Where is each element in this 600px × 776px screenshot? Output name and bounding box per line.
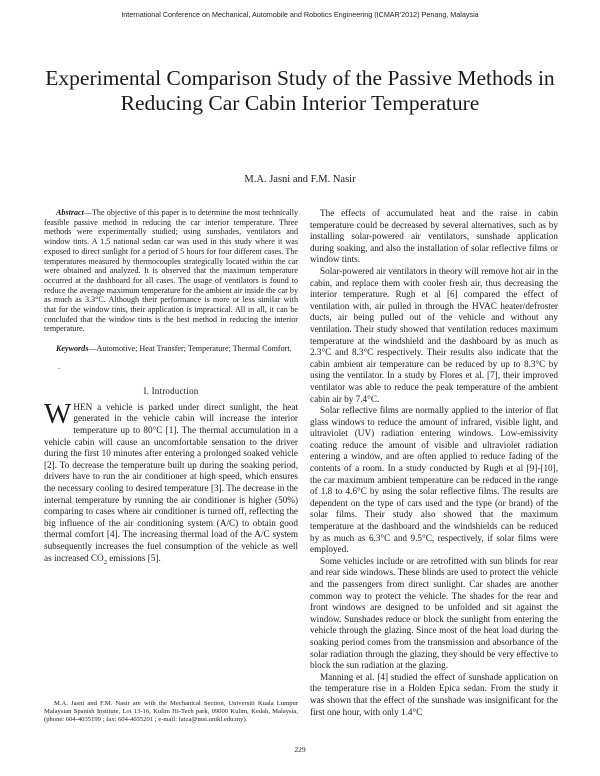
keywords-text: —Automotive; Heat Transfer; Temperature; Thermal Comfort. — [88, 344, 292, 354]
keywords-label: Keywords — [56, 344, 89, 354]
right-paragraph: Manning et al. [4] studied the effect of sunshade application on the temperature rise in a Holden Epica sedan. From the study it was shown that the effect of the sunshade was insignificant for the first one hour, with only 1.4°C — [310, 671, 558, 717]
abstract-text: —The objective of this paper is to determine the most technically feasible passive method in reducing the car interior temperature. Three methods were experimentally studied; using sunshades, ventilators and window tints. A 1.5 national sedan car was used in this study where it was exposed to direct sunlight for a period of 5 hours for four different cases. The temperatures measured by thermocouples strategically located within the car were obtained and analyzed. It is observed that the maximum temperature occurred at the dashboard for all cases. The usage of ventilators is found to reduce the average maximum temperature for the ambient air inside the car by as much as 3.3°C. Although their performance is more or less similar with that for the window tints, their application is impractical. All in all, it can be concluded that the window tints is the best method in reducing the interior temperature. — [44, 208, 298, 334]
right-paragraph: Solar reflective films are normally applied to the interior of flat glass windows to reduce the amount of infrared, visible light, and ultraviolet (UV) radiation entering windows. Low-emissivity coating reduce the amount of visible and ultraviolet radiation entering a window, and are often applied to reduce fading of the contents of a room. In a study conducted by Rugh et al [9]-[10], the car maximum ambient temperature can be reduced in the range of 1.8 to 4.6°C by using the solar reflective films. The results are dependent on the type of cars used and the type (or brand) of the solar films. Their study also showed that the maximum temperature at the dashboard and the windshields can be reduced by as much as 6.3°C and 9.5°C, respectively, if solar films were employed. — [310, 405, 558, 555]
intro-paragraph — [44, 397, 298, 566]
paper-title: Experimental Comparison Study of the Passive Methods in Reducing Car Cabin Interior Temperature — [45, 66, 555, 115]
right-paragraph: Solar-powered air ventilators in theory will remove hot air in the cabin, and replace them with cooler fresh air, thus decreasing the interior temperature. Rugh et al [6] compared the effect of ventilation with, air pulled in through the HVAC heater/defroster ducts, air being pulled out of the vehicle and without any ventilation. Their study showed that ventilation reduces maximum temperature at the windshield and the dashboard by as much as 2.3°C and 8.3°C respectively. Their results also indicate that the cabin ambient air temperature can be reduced by up to 8.3°C by using the ventilator. In a study by Flores et al. [7], their improved ventilator was able to reduce the peak temperature of the ambient cabin air by 7.4°C. — [310, 265, 558, 404]
intro-text-b: emissions [5]. — [106, 552, 161, 563]
left-column — [44, 208, 298, 564]
page-number: 229 — [294, 745, 306, 754]
author-footnote: M.A. Jasni and F.M. Nasir are with the Mechanical Section, Universiti Kuala Lumpur Malaysian Spanish Institute, Lot 13-16, Kulim Hi-Tech park, 09000 Kulim, Kedah, Malaysia, (phone: 604-4035199 ; fax: 604-4035201 ; e-mail: faiza@msi.unikl.edu.my). — [44, 700, 298, 724]
running-head: International Conference on Mechanical, Automobile and Robotics Engineering (ICMAR'2012) Penang, Malaysia — [121, 10, 479, 19]
abstract-label: Abstract — [56, 208, 84, 217]
drop-cap: W — [44, 397, 72, 430]
abstract — [44, 208, 298, 334]
intro-text-a: HEN a vehicle is parked under direct sunlight, the heat generated in the vehicle cabin will increase the interior temperature up to 80°C [1]. The thermal accumulation in a vehicle cabin will cause an uncomfortable sensation to the driver during the first 10 minutes after entering a prolonged soaked vehicle [2]. To decrease the temperature built up during the soaking period, drivers have to run the air conditioner at high speed, which ensures the necessary cooling to desired temperature [3]. The decrease in the internal temperature by running the air conditioner is higher (50%) comparing to cases where air conditioner is turned off, reflecting the big influence of the air conditioning system (A/C) to obtain good thermal comfort [4]. The increasing thermal load of the A/C system subsequently increases the fuel consumption of the vehicle as well as increased CO — [44, 401, 298, 563]
authors: M.A. Jasni and F.M. Nasir — [244, 174, 356, 185]
right-column — [310, 208, 558, 718]
stray-mark: . — [58, 361, 60, 371]
section-heading-introduction: I. Introduction — [143, 385, 199, 396]
keywords — [44, 344, 298, 354]
right-paragraph: Some vehicles include or are retrofitted with sun blinds for rear and rear side windows. These blinds are used to protect the vehicle and the passengers from direct sunlight. Car shades are another common way to protect the vehicle. The shades for the rear and front windows are designed to be unfolded and sit against the window. Sunshades reduce or block the sunlight from entering the vehicle through the glazing. Since most of the heat load during the soaking period comes from the transmission and absorbance of the solar radiation through the glazing, they should be very effective to block the sun radiation at the glazing. — [310, 555, 558, 671]
right-paragraph: The effects of accumulated heat and the raise in cabin temperature could be decreased by several alternatives, such as by installing solar-powered air ventilators, sunshade application during soaking, and also the installation of solar reflective films or window tints. — [310, 208, 558, 265]
intro-subscript: 2 — [103, 558, 107, 566]
